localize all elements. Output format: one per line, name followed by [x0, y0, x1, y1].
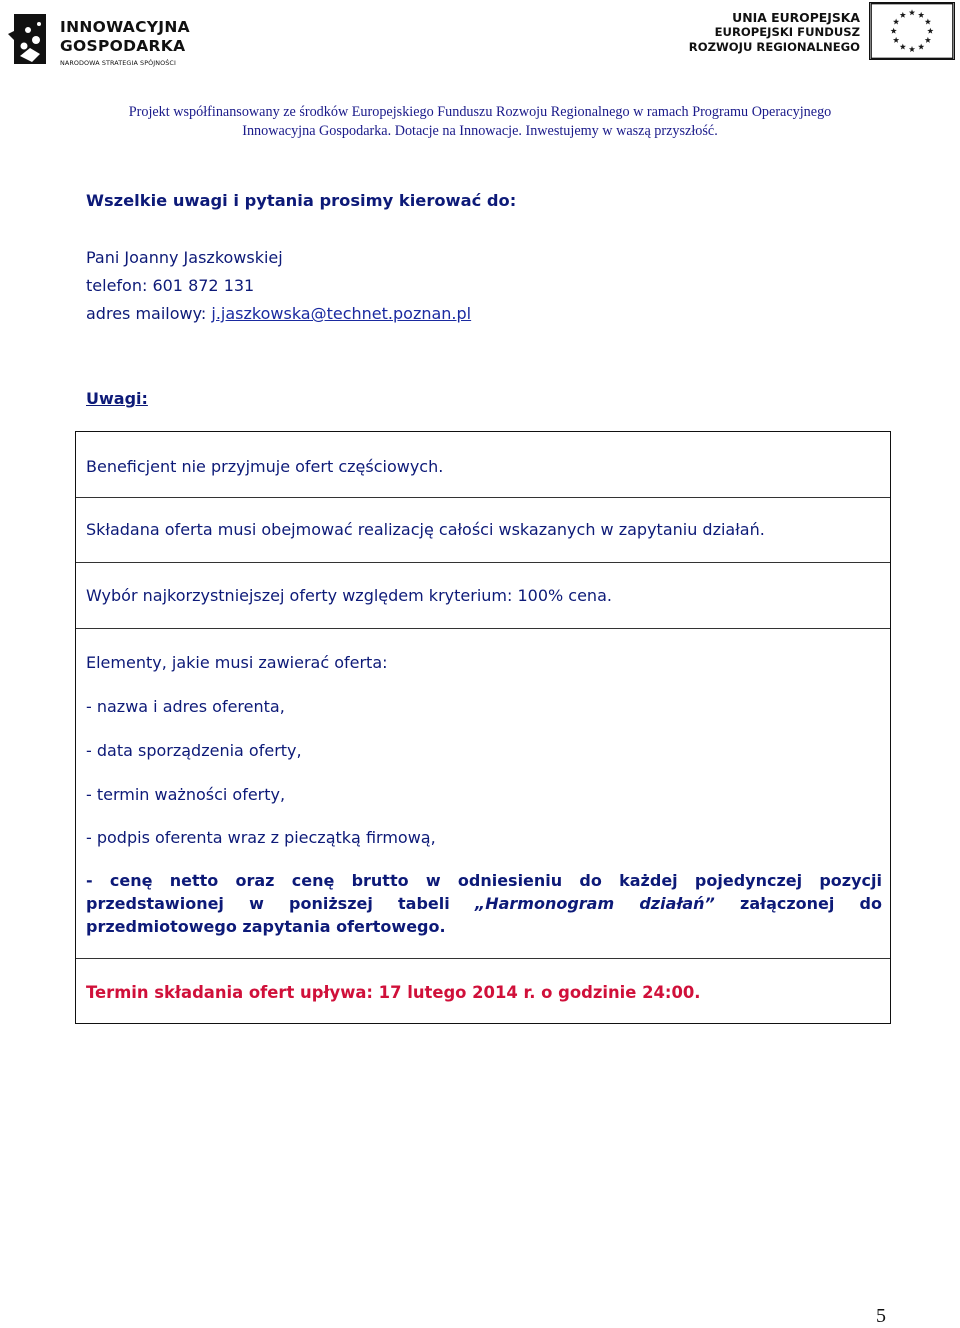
contact-name: Pani Joanny Jaszkowskiej — [86, 248, 283, 267]
element-item: - podpis oferenta wraz z pieczątką firmową, — [86, 828, 436, 847]
innowacyjna-gospodarka-logo — [6, 12, 206, 68]
notes-row-text: Składana oferta musi obejmować realizację całości wskazanych w zapytaniu działań. — [86, 520, 765, 539]
contact-email-link[interactable]: j.jaszkowska@technet.poznan.pl — [211, 304, 472, 323]
price-item-italic: „Harmonogram działań” — [474, 894, 715, 913]
elements-heading: Elementy, jakie musi zawierać oferta: — [86, 653, 388, 672]
element-item-price — [86, 869, 882, 938]
contact-email-label: adres mailowy: — [86, 304, 212, 323]
eu-logo-text — [660, 10, 860, 55]
eu-logo-line3: ROZWOJU REGIONALNEGO — [688, 40, 860, 54]
page-number: 5 — [876, 1305, 886, 1327]
project-banner-line1: Projekt współfinansowany ze środków Europejskiego Funduszu Rozwoju Regionalnego w ramach Programu Operacyjnego — [128, 104, 832, 120]
contact-phone: telefon: 601 872 131 — [86, 276, 255, 295]
element-item: - nazwa i adres oferenta, — [86, 697, 285, 716]
contact-email-line — [86, 304, 471, 323]
notes-heading: Uwagi: — [86, 389, 148, 408]
ig-logo-line2: GOSPODARKA — [60, 37, 186, 55]
element-item: - data sporządzenia oferty, — [86, 741, 302, 760]
notes-row-deadline — [76, 959, 890, 1023]
eu-logo-line1: UNIA EUROPEJSKA — [732, 10, 860, 25]
notes-row-scope — [76, 498, 890, 563]
eu-flag-icon — [869, 2, 955, 60]
notes-row-offer-elements — [76, 629, 890, 959]
contact-heading: Wszelkie uwagi i pytania prosimy kierować do: — [86, 191, 517, 210]
price-item-suffix: załączonej do przedmiotowego zapytania ofertowego. — [86, 894, 883, 936]
notes-row-text: Wybór najkorzystniejszej oferty względem kryterium: 100% cena. — [86, 586, 612, 605]
project-banner — [0, 103, 960, 140]
ig-logo-line1: INNOWACYJNA — [60, 18, 190, 36]
notes-row-criterion — [76, 563, 890, 629]
ig-logo-line3: NARODOWA STRATEGIA SPÓJNOŚCI — [60, 59, 176, 67]
price-item-prefix: - cenę netto oraz cenę brutto w odniesieniu do każdej pojedynczej pozycji przedstawionej w poniższej tabeli — [86, 871, 882, 913]
project-banner-line2: Innowacyjna Gospodarka. Dotacje na Innowacje. Inwestujemy w waszą przyszłość. — [242, 122, 718, 139]
eu-logo-line2: EUROPEJSKI FUNDUSZ — [714, 25, 860, 39]
ig-emblem-icon — [6, 12, 50, 66]
notes-row-text: Beneficjent nie przyjmuje ofert częściowych. — [86, 457, 444, 476]
notes-table — [75, 431, 891, 1024]
deadline-text: Termin składania ofert upływa: 17 lutego 2014 r. o godzinie 24:00. — [86, 983, 701, 1002]
notes-row-partial-offers — [76, 432, 890, 498]
element-item: - termin ważności oferty, — [86, 785, 286, 804]
